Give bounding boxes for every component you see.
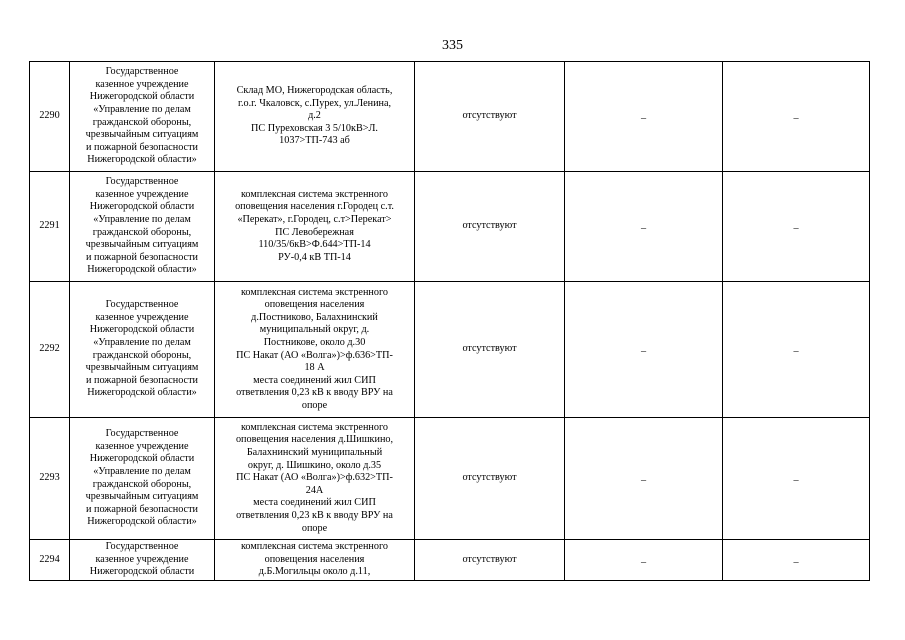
object-line: комплексная система экстренного <box>241 286 388 298</box>
object-line: комплексная система экстренного <box>241 541 388 553</box>
organization-line: и пожарной безопасности <box>86 374 198 386</box>
dash-value: – <box>640 223 647 235</box>
row-number-cell <box>30 172 70 282</box>
organization-line: чрезвычайным ситуациям <box>85 129 199 141</box>
status-cell: отсутствуют <box>415 62 565 172</box>
organization-line: казенное учреждение <box>95 311 189 323</box>
row-number-cell <box>30 282 70 418</box>
value-cell <box>565 172 723 282</box>
dash-value: – <box>640 346 647 358</box>
object-cell <box>215 62 415 172</box>
dash-value: – <box>640 475 647 487</box>
table-row <box>30 172 870 282</box>
organization-line: Нижегородской области <box>89 324 195 336</box>
organization-line: «Управление по делам <box>93 103 191 115</box>
organization-line: Государственное <box>105 176 179 188</box>
table-row <box>30 282 870 418</box>
object-line: оповещения населения г.Городец с.т. <box>235 201 394 213</box>
organization-line: и пожарной безопасности <box>86 141 198 153</box>
organization-line: чрезвычайным ситуациям <box>85 239 199 251</box>
row-number-cell <box>30 418 70 540</box>
dash-value: – <box>793 346 799 358</box>
object-line: ответвления 0,23 кВ к вводу ВРУ на <box>236 387 393 399</box>
object-line: места соединений жил СИП <box>253 497 376 509</box>
object-line: 24А <box>305 484 324 496</box>
value-cell <box>723 540 870 581</box>
object-line: «Перекат», г.Городец, с.т>Перекат> <box>237 213 392 225</box>
organization-line: Нижегородской области <box>89 201 195 213</box>
row-number: 2290 <box>39 110 60 122</box>
organization-cell <box>70 418 215 540</box>
dash-value: – <box>793 113 799 125</box>
organization-line: Государственное <box>105 541 179 553</box>
organization-line: Государственное <box>105 428 179 440</box>
object-line: опоре <box>301 399 328 411</box>
dash-value: – <box>793 223 799 235</box>
dash-value: – <box>640 113 647 125</box>
object-line: комплексная система экстренного <box>241 188 388 200</box>
organization-line: гражданской обороны, <box>92 116 192 128</box>
organization-cell <box>70 172 215 282</box>
object-line: РУ-0,4 кВ ТП-14 <box>278 251 351 263</box>
object-line: Склад МО, Нижегородская область, <box>236 85 393 97</box>
dash-value: – <box>640 556 647 568</box>
object-line: ПС Пуреховская 3 5/10кВ>Л. <box>251 122 378 134</box>
object-line: места соединений жил СИП <box>253 374 376 386</box>
organization-line: чрезвычайным ситуациям <box>85 362 199 374</box>
organization-line: Нижегородской области <box>89 91 195 103</box>
object-line: Постникове, около д.30 <box>263 336 366 348</box>
object-line: д.Постниково, Балахнинский <box>251 311 378 323</box>
row-number: 2292 <box>39 343 60 355</box>
object-line: ответвления 0,23 кВ к вводу ВРУ на <box>236 509 393 521</box>
object-line: ПС Накат (АО «Волга»)>ф.632>ТП- <box>236 472 393 484</box>
object-line: 1037>ТП-743 аб <box>279 135 350 147</box>
object-line: д.Б.Могильцы около д.11, <box>258 566 371 578</box>
object-line: оповещения населения <box>264 553 365 565</box>
organization-line: гражданской обороны, <box>92 349 192 361</box>
object-cell <box>215 172 415 282</box>
status-cell: отсутствуют <box>415 172 565 282</box>
value-cell <box>565 418 723 540</box>
object-line: ПС Накат (АО «Волга»)>ф.636>ТП- <box>236 349 393 361</box>
value-cell <box>565 282 723 418</box>
organization-line: казенное учреждение <box>95 553 189 565</box>
object-line: г.о.г. Чкаловск, с.Пурех, ул.Ленина, <box>237 97 392 109</box>
object-line: оповещения населения <box>264 299 365 311</box>
object-line: муниципальный округ, д. <box>259 324 370 336</box>
table-row <box>30 62 870 172</box>
organization-line: Нижегородской области» <box>87 154 197 166</box>
organization-line: казенное учреждение <box>95 188 189 200</box>
status-cell: отсутствуют <box>415 418 565 540</box>
object-cell <box>215 282 415 418</box>
organization-line: Нижегородской области <box>89 566 195 578</box>
dash-value: – <box>793 556 799 568</box>
object-cell <box>215 418 415 540</box>
table-row <box>30 418 870 540</box>
value-cell <box>723 172 870 282</box>
dash-value: – <box>793 475 799 487</box>
organization-line: чрезвычайным ситуациям <box>85 491 199 503</box>
organization-line: и пожарной безопасности <box>86 251 198 263</box>
row-number-cell <box>30 62 70 172</box>
object-line: д.2 <box>308 110 321 122</box>
organization-line: Государственное <box>105 299 179 311</box>
organization-cell <box>70 62 215 172</box>
organization-line: «Управление по делам <box>93 336 191 348</box>
object-line: ПС Левобережная <box>275 226 354 238</box>
object-line: 110/35/6кВ>Ф.644>ТП-14 <box>258 239 371 251</box>
object-cell <box>215 540 415 581</box>
status-cell: отсутствуют <box>415 540 565 581</box>
organization-line: и пожарной безопасности <box>86 503 198 515</box>
organization-line: Государственное <box>105 66 179 78</box>
value-cell <box>565 540 723 581</box>
row-number-cell <box>30 540 70 581</box>
value-cell <box>723 62 870 172</box>
object-line: оповещения населения д.Шишкино, <box>235 434 394 446</box>
row-number: 2294 <box>39 553 60 565</box>
status-cell: отсутствуют <box>415 282 565 418</box>
value-cell <box>723 282 870 418</box>
page-number: 335 <box>442 38 463 53</box>
organization-line: Нижегородской области» <box>87 387 197 399</box>
registry-table <box>29 61 870 581</box>
organization-line: гражданской обороны, <box>92 226 192 238</box>
object-line: опоре <box>301 522 328 534</box>
object-line: комплексная система экстренного <box>241 421 388 433</box>
object-line: округ, д. Шишкино, около д.35 <box>247 459 382 471</box>
object-line: Балахнинский муниципальный <box>246 447 383 459</box>
organization-cell <box>70 282 215 418</box>
object-line: 18 А <box>304 362 325 374</box>
row-number: 2293 <box>39 472 60 484</box>
table-row <box>30 540 870 581</box>
organization-line: Нижегородской области» <box>87 264 197 276</box>
value-cell <box>723 418 870 540</box>
value-cell <box>565 62 723 172</box>
organization-line: «Управление по делам <box>93 465 191 477</box>
organization-line: гражданской обороны, <box>92 478 192 490</box>
row-number: 2291 <box>39 220 60 232</box>
organization-line: «Управление по делам <box>93 213 191 225</box>
organization-cell <box>70 540 215 581</box>
organization-line: казенное учреждение <box>95 440 189 452</box>
organization-line: казенное учреждение <box>95 78 189 90</box>
organization-line: Нижегородской области <box>89 453 195 465</box>
organization-line: Нижегородской области» <box>87 516 197 528</box>
